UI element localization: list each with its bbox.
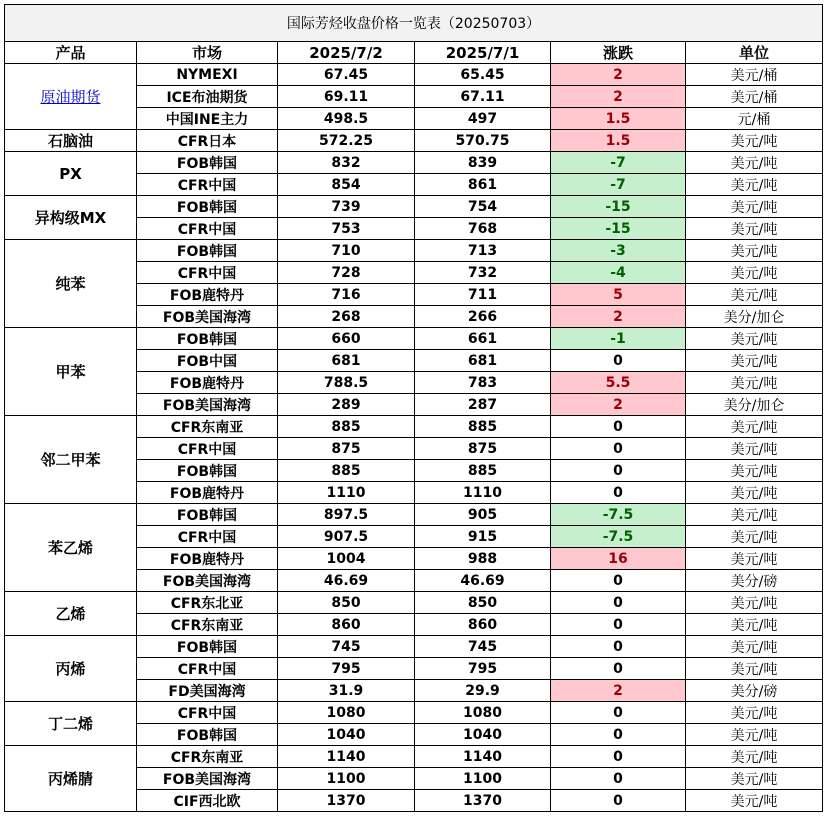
product-cell bbox=[5, 504, 137, 592]
price-current-cell: 1370 bbox=[278, 790, 415, 812]
price-previous-cell: 713 bbox=[415, 240, 551, 262]
unit-cell: 美元/吨 bbox=[686, 504, 823, 526]
price-current-cell: 1140 bbox=[278, 746, 415, 768]
header-change: 涨跌 bbox=[551, 42, 686, 64]
change-cell: 0 bbox=[551, 438, 686, 460]
price-previous-cell: 287 bbox=[415, 394, 551, 416]
change-cell: -7.5 bbox=[551, 526, 686, 548]
price-current-cell: 660 bbox=[278, 328, 415, 350]
change-cell: 0 bbox=[551, 482, 686, 504]
market-cell: FOB中国 bbox=[137, 350, 278, 372]
change-cell: 16 bbox=[551, 548, 686, 570]
price-previous-cell: 65.45 bbox=[415, 64, 551, 86]
header-unit: 单位 bbox=[686, 42, 823, 64]
unit-cell: 美元/吨 bbox=[686, 658, 823, 680]
unit-cell: 美元/吨 bbox=[686, 724, 823, 746]
price-previous-cell: 839 bbox=[415, 152, 551, 174]
price-previous-cell: 860 bbox=[415, 614, 551, 636]
change-cell: -7 bbox=[551, 174, 686, 196]
unit-cell: 美元/吨 bbox=[686, 174, 823, 196]
unit-cell: 美元/吨 bbox=[686, 130, 823, 152]
price-current-cell: 268 bbox=[278, 306, 415, 328]
price-current-cell: 788.5 bbox=[278, 372, 415, 394]
unit-cell: 美元/吨 bbox=[686, 526, 823, 548]
change-cell: -7.5 bbox=[551, 504, 686, 526]
price-previous-cell: 988 bbox=[415, 548, 551, 570]
change-cell: 1.5 bbox=[551, 108, 686, 130]
market-cell: FOB美国海湾 bbox=[137, 306, 278, 328]
price-current-cell: 1080 bbox=[278, 702, 415, 724]
table-title: 国际芳烃收盘价格一览表（20250703） bbox=[5, 5, 823, 42]
change-cell: 0 bbox=[551, 416, 686, 438]
table-row bbox=[5, 702, 823, 724]
price-previous-cell: 861 bbox=[415, 174, 551, 196]
product-cell bbox=[5, 240, 137, 328]
product-label: 邻二甲苯 bbox=[40, 451, 101, 469]
price-previous-cell: 732 bbox=[415, 262, 551, 284]
header-market: 市场 bbox=[137, 42, 278, 64]
price-current-cell: 885 bbox=[278, 460, 415, 482]
change-cell: 0 bbox=[551, 570, 686, 592]
change-cell: 0 bbox=[551, 768, 686, 790]
market-cell: FOB韩国 bbox=[137, 460, 278, 482]
price-previous-cell: 570.75 bbox=[415, 130, 551, 152]
price-current-cell: 31.9 bbox=[278, 680, 415, 702]
unit-cell: 美元/吨 bbox=[686, 240, 823, 262]
product-cell bbox=[5, 196, 137, 240]
price-current-cell: 753 bbox=[278, 218, 415, 240]
change-cell: 0 bbox=[551, 460, 686, 482]
price-previous-cell: 67.11 bbox=[415, 86, 551, 108]
price-current-cell: 46.69 bbox=[278, 570, 415, 592]
unit-cell: 美元/吨 bbox=[686, 614, 823, 636]
market-cell: NYMEXI bbox=[137, 64, 278, 86]
market-cell: FOB韩国 bbox=[137, 240, 278, 262]
price-current-cell: 739 bbox=[278, 196, 415, 218]
change-cell: 2 bbox=[551, 306, 686, 328]
price-previous-cell: 745 bbox=[415, 636, 551, 658]
unit-cell: 美分/磅 bbox=[686, 680, 823, 702]
price-current-cell: 850 bbox=[278, 592, 415, 614]
price-previous-cell: 885 bbox=[415, 460, 551, 482]
table-row bbox=[5, 416, 823, 438]
market-cell: FOB韩国 bbox=[137, 328, 278, 350]
unit-cell: 美元/吨 bbox=[686, 548, 823, 570]
unit-cell: 美元/吨 bbox=[686, 372, 823, 394]
market-cell: FOB韩国 bbox=[137, 504, 278, 526]
price-previous-cell: 1080 bbox=[415, 702, 551, 724]
change-cell: -15 bbox=[551, 218, 686, 240]
price-current-cell: 1004 bbox=[278, 548, 415, 570]
product-cell bbox=[5, 328, 137, 416]
product-label: 丙烯腈 bbox=[47, 770, 93, 788]
product-cell bbox=[5, 746, 137, 812]
change-cell: -1 bbox=[551, 328, 686, 350]
change-cell: 0 bbox=[551, 702, 686, 724]
price-current-cell: 832 bbox=[278, 152, 415, 174]
change-cell: -4 bbox=[551, 262, 686, 284]
price-current-cell: 572.25 bbox=[278, 130, 415, 152]
header-product: 产品 bbox=[5, 42, 137, 64]
unit-cell: 美元/吨 bbox=[686, 262, 823, 284]
price-current-cell: 907.5 bbox=[278, 526, 415, 548]
change-cell: 2 bbox=[551, 86, 686, 108]
market-cell: FOB韩国 bbox=[137, 196, 278, 218]
market-cell: CFR东南亚 bbox=[137, 416, 278, 438]
price-previous-cell: 681 bbox=[415, 350, 551, 372]
change-cell: 1.5 bbox=[551, 130, 686, 152]
price-current-cell: 854 bbox=[278, 174, 415, 196]
header-row bbox=[5, 42, 823, 64]
product-label: 丁二烯 bbox=[47, 715, 93, 733]
unit-cell: 美元/吨 bbox=[686, 328, 823, 350]
header-date-previous: 2025/7/1 bbox=[415, 42, 551, 64]
price-previous-cell: 905 bbox=[415, 504, 551, 526]
market-cell: CFR中国 bbox=[137, 702, 278, 724]
market-cell: FOB鹿特丹 bbox=[137, 284, 278, 306]
market-cell: CFR中国 bbox=[137, 262, 278, 284]
product-cell bbox=[5, 702, 137, 746]
price-previous-cell: 768 bbox=[415, 218, 551, 240]
price-table-container bbox=[4, 4, 822, 812]
market-cell: FOB美国海湾 bbox=[137, 768, 278, 790]
market-cell: FOB韩国 bbox=[137, 152, 278, 174]
unit-cell: 美元/吨 bbox=[686, 152, 823, 174]
market-cell: FOB美国海湾 bbox=[137, 394, 278, 416]
product-cell bbox=[5, 636, 137, 702]
product-cell bbox=[5, 130, 137, 152]
change-cell: -15 bbox=[551, 196, 686, 218]
price-current-cell: 67.45 bbox=[278, 64, 415, 86]
product-cell bbox=[5, 592, 137, 636]
table-row bbox=[5, 504, 823, 526]
market-cell: 中国INE主力 bbox=[137, 108, 278, 130]
product-cell bbox=[5, 152, 137, 196]
product-label: 异构级MX bbox=[34, 209, 107, 227]
change-cell: -3 bbox=[551, 240, 686, 262]
price-previous-cell: 1100 bbox=[415, 768, 551, 790]
unit-cell: 美元/桶 bbox=[686, 86, 823, 108]
price-current-cell: 897.5 bbox=[278, 504, 415, 526]
price-previous-cell: 711 bbox=[415, 284, 551, 306]
price-previous-cell: 754 bbox=[415, 196, 551, 218]
unit-cell: 美元/吨 bbox=[686, 438, 823, 460]
unit-cell: 美分/加仑 bbox=[686, 394, 823, 416]
unit-cell: 美元/吨 bbox=[686, 636, 823, 658]
price-current-cell: 289 bbox=[278, 394, 415, 416]
unit-cell: 美元/吨 bbox=[686, 218, 823, 240]
table-row bbox=[5, 240, 823, 262]
price-current-cell: 875 bbox=[278, 438, 415, 460]
aromatics-price-table bbox=[4, 4, 823, 812]
market-cell: FOB鹿特丹 bbox=[137, 482, 278, 504]
header-date-current: 2025/7/2 bbox=[278, 42, 415, 64]
price-current-cell: 498.5 bbox=[278, 108, 415, 130]
price-current-cell: 745 bbox=[278, 636, 415, 658]
price-current-cell: 710 bbox=[278, 240, 415, 262]
market-cell: FOB韩国 bbox=[137, 636, 278, 658]
change-cell: 0 bbox=[551, 746, 686, 768]
table-row bbox=[5, 746, 823, 768]
unit-cell: 美分/加仑 bbox=[686, 306, 823, 328]
price-current-cell: 681 bbox=[278, 350, 415, 372]
price-current-cell: 728 bbox=[278, 262, 415, 284]
price-current-cell: 69.11 bbox=[278, 86, 415, 108]
unit-cell: 美元/吨 bbox=[686, 460, 823, 482]
market-cell: CFR中国 bbox=[137, 174, 278, 196]
unit-cell: 美元/吨 bbox=[686, 702, 823, 724]
market-cell: CFR中国 bbox=[137, 658, 278, 680]
change-cell: 0 bbox=[551, 350, 686, 372]
market-cell: FD美国海湾 bbox=[137, 680, 278, 702]
table-row bbox=[5, 592, 823, 614]
market-cell: CFR东南亚 bbox=[137, 614, 278, 636]
change-cell: 2 bbox=[551, 64, 686, 86]
market-cell: CFR中国 bbox=[137, 526, 278, 548]
price-previous-cell: 795 bbox=[415, 658, 551, 680]
unit-cell: 美元/吨 bbox=[686, 592, 823, 614]
change-cell: -7 bbox=[551, 152, 686, 174]
table-row bbox=[5, 130, 823, 152]
table-body bbox=[5, 64, 823, 812]
product-label: 苯乙烯 bbox=[47, 539, 93, 557]
product-cell bbox=[5, 64, 137, 130]
change-cell: 0 bbox=[551, 790, 686, 812]
product-link[interactable]: 原油期货 bbox=[40, 88, 101, 106]
price-current-cell: 716 bbox=[278, 284, 415, 306]
unit-cell: 美元/吨 bbox=[686, 790, 823, 812]
change-cell: 0 bbox=[551, 658, 686, 680]
market-cell: FOB韩国 bbox=[137, 724, 278, 746]
unit-cell: 美元/吨 bbox=[686, 746, 823, 768]
price-current-cell: 1100 bbox=[278, 768, 415, 790]
market-cell: CFR东南亚 bbox=[137, 746, 278, 768]
price-previous-cell: 1110 bbox=[415, 482, 551, 504]
price-current-cell: 885 bbox=[278, 416, 415, 438]
price-current-cell: 860 bbox=[278, 614, 415, 636]
unit-cell: 美元/吨 bbox=[686, 284, 823, 306]
unit-cell: 美元/吨 bbox=[686, 196, 823, 218]
unit-cell: 元/桶 bbox=[686, 108, 823, 130]
product-cell bbox=[5, 416, 137, 504]
market-cell: ICE布油期货 bbox=[137, 86, 278, 108]
unit-cell: 美元/吨 bbox=[686, 350, 823, 372]
market-cell: CFR中国 bbox=[137, 218, 278, 240]
product-label: 乙烯 bbox=[55, 605, 86, 623]
price-current-cell: 1040 bbox=[278, 724, 415, 746]
product-label: 石脑油 bbox=[47, 132, 93, 150]
change-cell: 0 bbox=[551, 724, 686, 746]
market-cell: FOB美国海湾 bbox=[137, 570, 278, 592]
price-previous-cell: 915 bbox=[415, 526, 551, 548]
price-previous-cell: 1370 bbox=[415, 790, 551, 812]
price-previous-cell: 661 bbox=[415, 328, 551, 350]
price-previous-cell: 850 bbox=[415, 592, 551, 614]
unit-cell: 美元/桶 bbox=[686, 64, 823, 86]
table-row bbox=[5, 64, 823, 86]
change-cell: 0 bbox=[551, 636, 686, 658]
unit-cell: 美元/吨 bbox=[686, 482, 823, 504]
table-row bbox=[5, 636, 823, 658]
market-cell: CIF西北欧 bbox=[137, 790, 278, 812]
market-cell: CFR中国 bbox=[137, 438, 278, 460]
change-cell: 0 bbox=[551, 614, 686, 636]
table-row bbox=[5, 196, 823, 218]
product-label: 丙烯 bbox=[55, 660, 86, 678]
price-previous-cell: 266 bbox=[415, 306, 551, 328]
price-previous-cell: 885 bbox=[415, 416, 551, 438]
market-cell: CFR日本 bbox=[137, 130, 278, 152]
change-cell: 0 bbox=[551, 592, 686, 614]
price-previous-cell: 783 bbox=[415, 372, 551, 394]
unit-cell: 美分/磅 bbox=[686, 570, 823, 592]
table-row bbox=[5, 152, 823, 174]
change-cell: 5 bbox=[551, 284, 686, 306]
price-previous-cell: 46.69 bbox=[415, 570, 551, 592]
market-cell: CFR东北亚 bbox=[137, 592, 278, 614]
price-current-cell: 795 bbox=[278, 658, 415, 680]
market-cell: FOB鹿特丹 bbox=[137, 372, 278, 394]
product-label: 甲苯 bbox=[55, 363, 86, 381]
change-cell: 2 bbox=[551, 394, 686, 416]
price-previous-cell: 1040 bbox=[415, 724, 551, 746]
market-cell: FOB鹿特丹 bbox=[137, 548, 278, 570]
unit-cell: 美元/吨 bbox=[686, 416, 823, 438]
price-current-cell: 1110 bbox=[278, 482, 415, 504]
product-label: PX bbox=[59, 164, 82, 183]
change-cell: 5.5 bbox=[551, 372, 686, 394]
unit-cell: 美元/吨 bbox=[686, 768, 823, 790]
price-previous-cell: 497 bbox=[415, 108, 551, 130]
price-previous-cell: 875 bbox=[415, 438, 551, 460]
price-previous-cell: 1140 bbox=[415, 746, 551, 768]
price-previous-cell: 29.9 bbox=[415, 680, 551, 702]
table-row bbox=[5, 328, 823, 350]
change-cell: 2 bbox=[551, 680, 686, 702]
product-label: 纯苯 bbox=[55, 275, 86, 293]
